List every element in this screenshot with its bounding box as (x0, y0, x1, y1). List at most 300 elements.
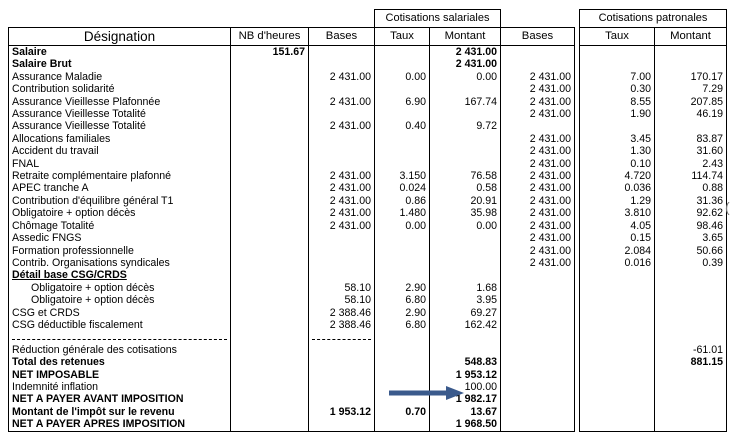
row-nb-heures (231, 418, 309, 431)
row-nb-heures (231, 406, 309, 418)
row-montant-patronal (655, 145, 727, 157)
row-montant-patronal (655, 307, 727, 319)
row-taux-patronal (580, 418, 655, 431)
row-montant-salarial (430, 145, 501, 157)
row-taux-patronal-text: 0.15 (630, 232, 651, 245)
table-row (9, 195, 727, 207)
row-nb-heures (231, 269, 309, 281)
row-taux-patronal (580, 344, 655, 356)
row-taux-salarial (375, 58, 430, 70)
row-nb-heures (231, 207, 309, 219)
row-designation (9, 406, 231, 418)
row-base (309, 356, 375, 368)
row-montant-salarial-text: 0.00 (476, 219, 497, 232)
row-taux-salarial (375, 83, 430, 95)
row-base-patronale (501, 195, 575, 207)
row-montant-patronal (655, 232, 727, 244)
row-base-text: 1 953.12 (329, 405, 371, 418)
row-designation-text: Total des retenues (12, 356, 105, 369)
row-montant-patronal (655, 96, 727, 108)
column-header-bases: Bases (309, 28, 375, 46)
row-base-patronale (501, 133, 575, 145)
row-designation-text: Assurance Vieillesse Totalité (12, 120, 146, 133)
payslip-table (8, 9, 727, 432)
row-montant-patronal (655, 418, 727, 431)
table-row (9, 269, 727, 281)
row-base (309, 220, 375, 232)
row-base (309, 71, 375, 83)
row-nb-heures (231, 71, 309, 83)
row-base (309, 393, 375, 405)
row-taux-patronal (580, 207, 655, 219)
table-row (9, 406, 727, 418)
row-base-patronale-text: 2 431.00 (529, 219, 571, 232)
row-base-patronale (501, 158, 575, 170)
row-taux-salarial (375, 418, 430, 431)
table-row (9, 145, 727, 157)
row-taux-salarial (375, 344, 430, 356)
row-montant-patronal (655, 269, 727, 281)
row-nb-heures (231, 220, 309, 232)
row-nb-heures (231, 46, 309, 59)
row-designation (9, 331, 231, 343)
row-designation (9, 356, 231, 368)
row-montant-patronal (655, 58, 727, 70)
row-montant-salarial (430, 344, 501, 356)
row-base (309, 245, 375, 257)
row-montant-salarial (430, 71, 501, 83)
row-taux-salarial-text: 6.90 (405, 95, 426, 108)
column-header-montant-salarial: Montant (430, 28, 501, 46)
row-nb-heures (231, 245, 309, 257)
row-taux-patronal (580, 369, 655, 381)
row-base (309, 207, 375, 219)
row-nb-heures (231, 393, 309, 405)
row-montant-salarial (430, 120, 501, 132)
row-base-patronale (501, 356, 575, 368)
row-base-patronale (501, 96, 575, 108)
group-header-salariales: Cotisations salariales (375, 10, 501, 28)
row-designation-text: Formation professionnelle (12, 244, 134, 257)
row-taux-salarial (375, 220, 430, 232)
row-nb-heures (231, 133, 309, 145)
row-designation-text: FNAL (12, 157, 40, 170)
row-montant-salarial-text: 548.83 (464, 356, 497, 369)
row-taux-salarial (375, 71, 430, 83)
row-base-patronale (501, 307, 575, 319)
row-base (309, 282, 375, 294)
group-header-patronales: Cotisations patronales (580, 10, 727, 28)
table-row (9, 307, 727, 319)
row-designation-text: NET IMPOSABLE (12, 368, 100, 381)
row-base-patronale-text: 2 431.00 (529, 256, 571, 269)
row-montant-patronal (655, 294, 727, 306)
row-taux-salarial (375, 170, 430, 182)
row-montant-salarial (430, 182, 501, 194)
row-designation (9, 220, 231, 232)
row-nb-heures (231, 58, 309, 70)
row-taux-salarial (375, 319, 430, 331)
row-base-patronale-text: 2 431.00 (529, 182, 571, 195)
row-designation (9, 58, 231, 70)
row-montant-patronal-text: 2.43 (702, 157, 723, 170)
row-montant-salarial (430, 294, 501, 306)
row-designation-text: Salaire (12, 46, 47, 58)
row-base-patronale (501, 319, 575, 331)
row-taux-salarial (375, 257, 430, 269)
row-designation (9, 96, 231, 108)
row-montant-salarial-text: 167.74 (464, 95, 497, 108)
row-montant-patronal-text: 46.19 (696, 108, 723, 121)
row-base-patronale (501, 393, 575, 405)
table-row (9, 170, 727, 182)
row-taux-patronal-text: 1.29 (630, 194, 651, 207)
row-base (309, 170, 375, 182)
row-taux-patronal (580, 145, 655, 157)
row-montant-patronal-text: 98.46 (696, 219, 723, 232)
row-taux-patronal-text: 3.810 (624, 207, 651, 220)
row-designation-text: Obligatoire + option décès (31, 294, 155, 307)
row-base-patronale (501, 331, 575, 343)
table-row (9, 356, 727, 368)
table-row (9, 257, 727, 269)
row-taux-patronal (580, 356, 655, 368)
row-designation-text: Réduction générale des cotisations (12, 343, 177, 356)
row-taux-salarial (375, 232, 430, 244)
row-taux-salarial (375, 120, 430, 132)
row-designation (9, 418, 231, 431)
row-montant-patronal (655, 369, 727, 381)
row-base (309, 46, 375, 59)
row-designation (9, 282, 231, 294)
separator-line (12, 339, 227, 340)
row-taux-patronal (580, 133, 655, 145)
table-row (9, 344, 727, 356)
row-designation-text: Contribution solidarité (12, 83, 115, 96)
row-montant-salarial-text: 3.95 (476, 294, 497, 307)
row-nb-heures (231, 356, 309, 368)
row-base-text: 58.10 (344, 281, 371, 294)
row-nb-heures (231, 120, 309, 132)
table-row (9, 108, 727, 120)
row-taux-salarial-text: 6.80 (405, 318, 426, 331)
row-montant-patronal (655, 406, 727, 418)
table-row (9, 369, 727, 381)
row-designation (9, 245, 231, 257)
row-designation-text: Détail base CSG/CRDS (12, 269, 127, 282)
row-base (309, 418, 375, 431)
row-taux-patronal (580, 307, 655, 319)
row-taux-salarial-text: 2.90 (405, 281, 426, 294)
row-designation-text: Assurance Maladie (12, 70, 103, 83)
row-montant-salarial (430, 133, 501, 145)
row-taux-salarial (375, 108, 430, 120)
row-taux-patronal (580, 195, 655, 207)
row-taux-salarial (375, 406, 430, 418)
row-base-patronale-text: 2 431.00 (529, 207, 571, 220)
row-montant-patronal (655, 344, 727, 356)
row-taux-salarial (375, 269, 430, 281)
row-taux-salarial (375, 331, 430, 343)
row-base-patronale (501, 207, 575, 219)
row-taux-patronal (580, 294, 655, 306)
row-nb-heures (231, 307, 309, 319)
row-taux-salarial-text: 2.90 (405, 306, 426, 319)
row-taux-patronal (580, 71, 655, 83)
row-nb-heures (231, 170, 309, 182)
row-taux-salarial (375, 158, 430, 170)
column-header-nb-heures: NB d'heures (231, 28, 309, 46)
row-taux-salarial-text: 0.70 (405, 405, 426, 418)
row-montant-salarial-text: 2 431.00 (455, 46, 497, 58)
row-designation-text: Montant de l'impôt sur le revenu (12, 405, 175, 418)
row-montant-patronal-text: 31.36 (696, 194, 723, 207)
table-row (9, 418, 727, 431)
row-nb-heures (231, 319, 309, 331)
row-taux-patronal-text: 4.720 (624, 170, 651, 183)
row-designation (9, 294, 231, 306)
row-base (309, 269, 375, 281)
row-base (309, 83, 375, 95)
row-base-patronale (501, 58, 575, 70)
row-montant-patronal (655, 195, 727, 207)
row-taux-salarial (375, 369, 430, 381)
row-base-text: 2 431.00 (329, 219, 371, 232)
row-taux-patronal (580, 245, 655, 257)
row-base (309, 96, 375, 108)
row-taux-patronal (580, 108, 655, 120)
row-taux-salarial (375, 46, 430, 59)
row-montant-salarial (430, 307, 501, 319)
row-montant-salarial-text: 69.27 (470, 306, 497, 319)
row-base-patronale (501, 232, 575, 244)
row-base-patronale-text: 2 431.00 (529, 194, 571, 207)
row-montant-salarial-text: 100.00 (464, 380, 497, 393)
row-montant-patronal-text: 0.88 (702, 182, 723, 195)
row-montant-patronal-text: 50.66 (696, 244, 723, 257)
row-montant-patronal (655, 46, 727, 59)
row-base-patronale (501, 120, 575, 132)
row-designation (9, 369, 231, 381)
column-header-taux-patronal: Taux (580, 28, 655, 46)
row-taux-patronal (580, 83, 655, 95)
table-row (9, 71, 727, 83)
row-designation (9, 257, 231, 269)
row-montant-salarial (430, 418, 501, 431)
row-base-patronale-text: 2 431.00 (529, 70, 571, 83)
row-base-patronale-text: 2 431.00 (529, 232, 571, 245)
row-base (309, 294, 375, 306)
row-base-patronale (501, 257, 575, 269)
row-taux-patronal (580, 257, 655, 269)
row-taux-patronal (580, 46, 655, 59)
row-designation (9, 207, 231, 219)
table-row (9, 182, 727, 194)
row-nb-heures (231, 294, 309, 306)
row-base-text: 2 431.00 (329, 182, 371, 195)
row-base (309, 182, 375, 194)
row-montant-salarial-text: 1 982.17 (455, 393, 497, 406)
table-row (9, 232, 727, 244)
row-designation (9, 232, 231, 244)
row-montant-patronal-text: 170.17 (690, 70, 723, 83)
row-taux-patronal-text: 0.30 (630, 83, 651, 96)
row-designation-text: Accident du travail (12, 145, 99, 158)
table-row (9, 220, 727, 232)
row-montant-salarial (430, 369, 501, 381)
row-base-text: 2 431.00 (329, 170, 371, 183)
row-designation (9, 71, 231, 83)
row-taux-patronal-text: 0.10 (630, 157, 651, 170)
row-base-patronale (501, 294, 575, 306)
row-montant-salarial (430, 195, 501, 207)
table-row (9, 294, 727, 306)
row-base (309, 331, 375, 343)
row-designation-text: Contribution d'équilibre général T1 (12, 194, 174, 207)
table-row (9, 393, 727, 405)
row-taux-patronal (580, 269, 655, 281)
row-montant-patronal (655, 133, 727, 145)
row-base (309, 145, 375, 157)
row-designation-text: Salaire Brut (12, 58, 72, 71)
row-taux-patronal (580, 406, 655, 418)
row-taux-salarial-text: 0.40 (405, 120, 426, 133)
row-taux-salarial-text: 0.00 (405, 219, 426, 232)
row-base-patronale-text: 2 431.00 (529, 132, 571, 145)
row-base-patronale-text: 2 431.00 (529, 244, 571, 257)
row-montant-patronal (655, 220, 727, 232)
row-nb-heures (231, 182, 309, 194)
row-montant-salarial (430, 220, 501, 232)
row-montant-patronal-text: 31.60 (696, 145, 723, 158)
row-montant-salarial-text: 35.98 (470, 207, 497, 220)
row-montant-salarial-text: 20.91 (470, 194, 497, 207)
row-taux-patronal (580, 319, 655, 331)
row-base-patronale (501, 381, 575, 393)
row-taux-patronal (580, 381, 655, 393)
row-montant-patronal (655, 393, 727, 405)
row-base-text: 2 431.00 (329, 70, 371, 83)
row-designation-text: Indemnité inflation (12, 380, 98, 393)
table-row (9, 133, 727, 145)
row-montant-salarial (430, 232, 501, 244)
row-base-text: 2 431.00 (329, 194, 371, 207)
row-montant-salarial-text: 162.42 (464, 318, 497, 331)
row-montant-patronal-text: 7.29 (702, 83, 723, 96)
row-nb-heures (231, 108, 309, 120)
row-designation-text: CSG et CRDS (12, 306, 80, 319)
row-base-text: 2 388.46 (329, 318, 371, 331)
row-designation-text: Assurance Vieillesse Totalité (12, 108, 146, 121)
row-montant-patronal (655, 120, 727, 132)
row-montant-patronal-text: 92.62 (696, 207, 723, 220)
row-base (309, 257, 375, 269)
row-taux-patronal (580, 96, 655, 108)
row-designation-text: Retraite complémentaire plafonné (12, 170, 171, 183)
row-base (309, 344, 375, 356)
edge-glyph: ( (725, 199, 730, 215)
row-montant-salarial (430, 269, 501, 281)
row-designation (9, 83, 231, 95)
row-base-patronale (501, 344, 575, 356)
row-base-patronale (501, 406, 575, 418)
row-designation-text: Obligatoire + option décès (31, 281, 155, 294)
row-montant-salarial (430, 170, 501, 182)
table-row (9, 83, 727, 95)
row-designation (9, 120, 231, 132)
table-row (9, 331, 727, 343)
row-base (309, 381, 375, 393)
row-montant-salarial (430, 319, 501, 331)
row-montant-salarial (430, 46, 501, 59)
row-base (309, 108, 375, 120)
row-montant-patronal (655, 356, 727, 368)
row-taux-salarial-text: 0.86 (405, 194, 426, 207)
row-designation (9, 133, 231, 145)
row-montant-salarial (430, 207, 501, 219)
row-designation-text: Obligatoire + option décès (12, 207, 136, 220)
row-base-text: 2 388.46 (329, 306, 371, 319)
row-base-patronale (501, 145, 575, 157)
table-row (9, 282, 727, 294)
row-base-patronale (501, 282, 575, 294)
row-montant-patronal-text: 881.15 (690, 356, 723, 369)
row-montant-salarial (430, 406, 501, 418)
row-montant-patronal (655, 83, 727, 95)
row-taux-salarial-text: 0.024 (399, 182, 426, 195)
row-taux-salarial (375, 245, 430, 257)
row-designation (9, 344, 231, 356)
row-designation (9, 182, 231, 194)
row-taux-salarial (375, 294, 430, 306)
row-base-patronale-text: 2 431.00 (529, 170, 571, 183)
row-nb-heures (231, 257, 309, 269)
row-base-patronale-text: 2 431.00 (529, 145, 571, 158)
row-nb-heures (231, 282, 309, 294)
row-montant-patronal-text: 207.85 (690, 95, 723, 108)
row-designation-text: Assurance Vieillesse Plafonnée (12, 95, 161, 108)
row-taux-patronal-text: 4.05 (630, 219, 651, 232)
row-base (309, 406, 375, 418)
row-base (309, 158, 375, 170)
row-montant-salarial (430, 356, 501, 368)
row-montant-patronal (655, 182, 727, 194)
row-taux-salarial (375, 145, 430, 157)
row-base-patronale (501, 46, 575, 59)
row-taux-salarial (375, 133, 430, 145)
row-taux-patronal-text: 0.036 (624, 182, 651, 195)
row-montant-salarial-text: 76.58 (470, 170, 497, 183)
row-nb-heures (231, 369, 309, 381)
row-designation (9, 307, 231, 319)
row-montant-salarial (430, 257, 501, 269)
row-base-text: 58.10 (344, 294, 371, 307)
row-taux-salarial (375, 195, 430, 207)
row-taux-patronal-text: 7.00 (630, 70, 651, 83)
row-montant-salarial-text: 0.00 (476, 70, 497, 83)
row-montant-salarial (430, 58, 501, 70)
row-designation (9, 393, 231, 405)
row-taux-patronal (580, 58, 655, 70)
table-row (9, 58, 727, 70)
row-designation (9, 46, 231, 59)
row-designation-text: CSG déductible fiscalement (12, 318, 143, 331)
row-designation (9, 170, 231, 182)
column-header-montant-patronal: Montant (655, 28, 727, 46)
row-base (309, 369, 375, 381)
row-taux-salarial-text: 1.480 (399, 207, 426, 220)
row-taux-patronal (580, 282, 655, 294)
